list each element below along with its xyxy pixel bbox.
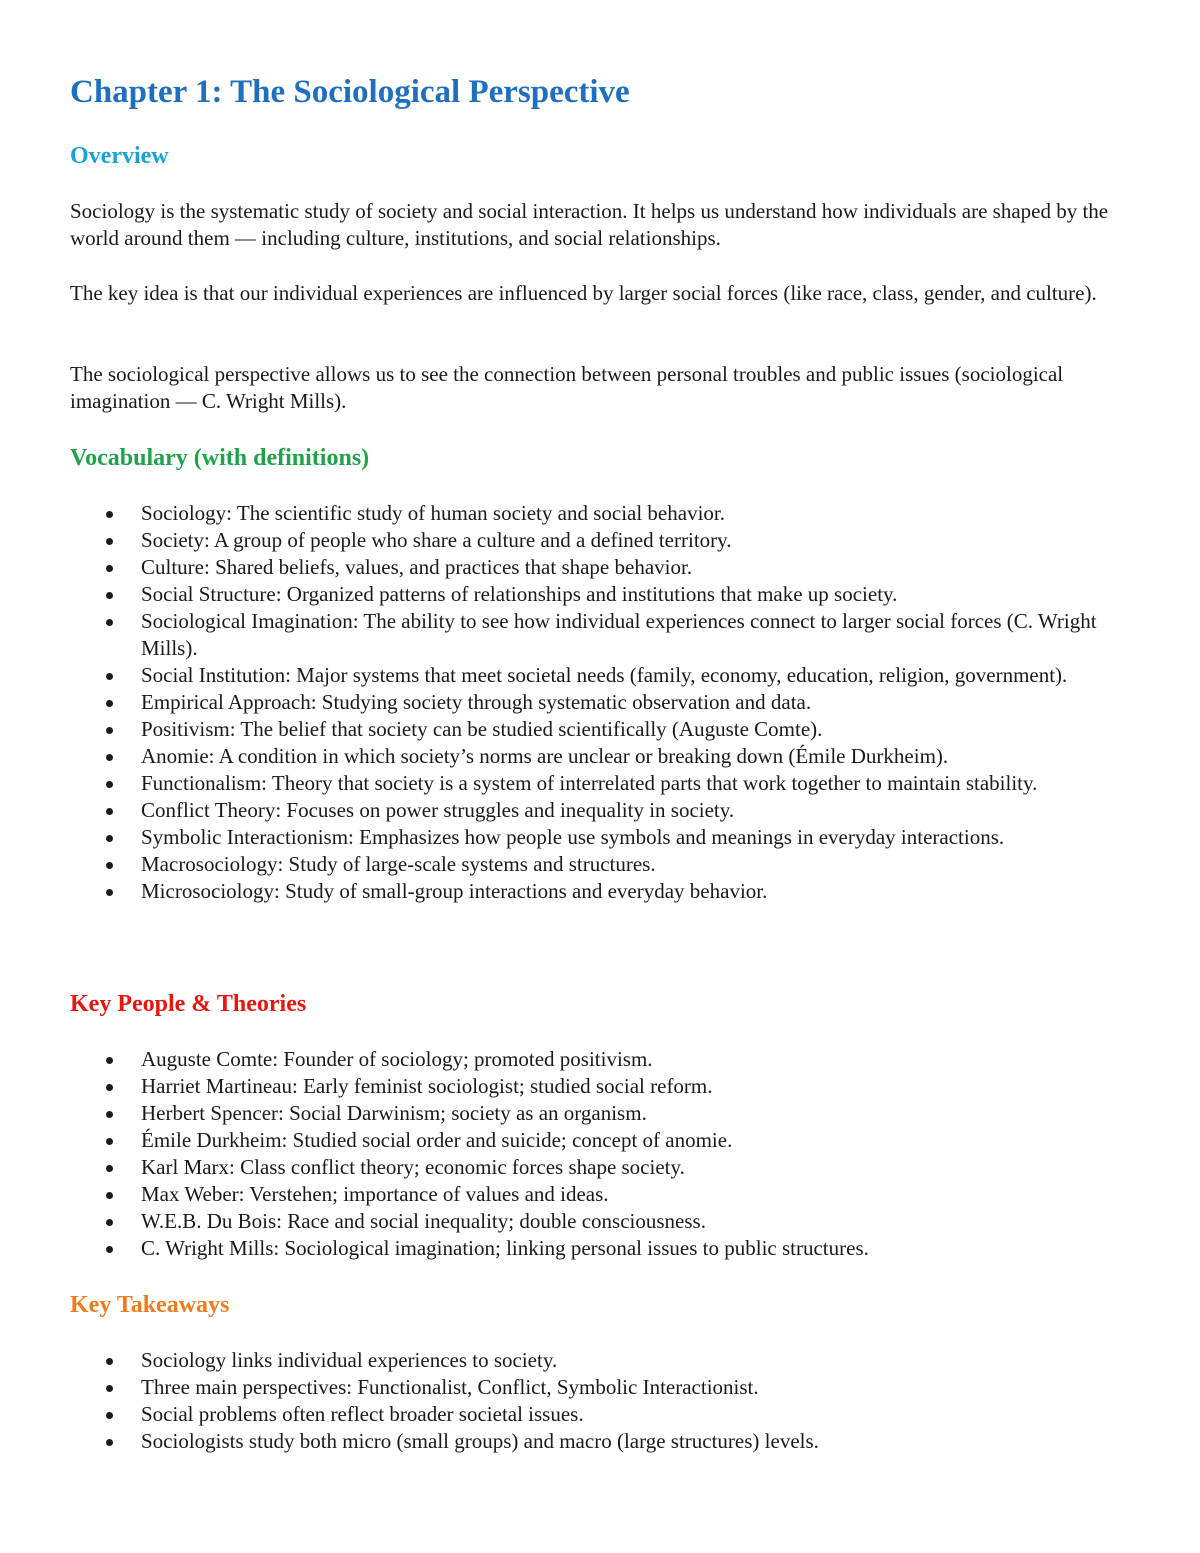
bullet-icon — [106, 862, 113, 869]
bullet-icon — [106, 781, 113, 788]
list-item — [70, 1181, 1130, 1208]
vocabulary-list — [70, 500, 1130, 905]
list-item — [70, 662, 1130, 689]
takeaway-item: Social problems often reflect broader societal issues. — [141, 1402, 584, 1426]
list-item — [70, 554, 1130, 581]
takeaways-list — [70, 1347, 1130, 1455]
vocabulary-item: Sociology: The scientific study of human society and social behavior. — [141, 501, 725, 525]
bullet-icon — [106, 511, 113, 518]
list-item — [70, 716, 1130, 743]
overview-paragraph-2: The key idea is that our individual experiences are influenced by larger social forces (like race, class, gender, and culture). — [70, 281, 1097, 305]
vocabulary-item: Symbolic Interactionism: Emphasizes how people use symbols and meanings in everyday interactions. — [141, 825, 1005, 849]
takeaways-heading: Key Takeaways — [70, 1292, 230, 1318]
bullet-icon — [106, 808, 113, 815]
list-item — [70, 527, 1130, 554]
takeaway-item: Sociology links individual experiences to society. — [141, 1348, 558, 1372]
vocabulary-item: Positivism: The belief that society can be studied scientifically (Auguste Comte). — [141, 717, 823, 741]
list-item — [70, 770, 1130, 797]
bullet-icon — [106, 1219, 113, 1226]
vocabulary-heading: Vocabulary (with definitions) — [70, 445, 370, 471]
people-heading: Key People & Theories — [70, 991, 307, 1017]
vocabulary-item: Society: A group of people who share a culture and a defined territory. — [141, 528, 732, 552]
vocabulary-item: Sociological Imagination: The ability to see how individual experiences connect to larger social forces (C. Wright Mills). — [141, 609, 1097, 660]
vocabulary-item: Macrosociology: Study of large-scale systems and structures. — [141, 852, 656, 876]
bullet-icon — [106, 592, 113, 599]
people-item: W.E.B. Du Bois: Race and social inequality; double consciousness. — [141, 1209, 706, 1233]
people-item: Herbert Spencer: Social Darwinism; society as an organism. — [141, 1101, 647, 1125]
list-item — [70, 1073, 1130, 1100]
bullet-icon — [106, 727, 113, 734]
bullet-icon — [106, 889, 113, 896]
list-item — [70, 1154, 1130, 1181]
people-item: C. Wright Mills: Sociological imagination; linking personal issues to public structures. — [141, 1236, 869, 1260]
vocabulary-item: Empirical Approach: Studying society through systematic observation and data. — [141, 690, 812, 714]
bullet-icon — [106, 1165, 113, 1172]
bullet-icon — [106, 1246, 113, 1253]
bullet-icon — [106, 1084, 113, 1091]
list-item — [70, 851, 1130, 878]
list-item — [70, 608, 1130, 662]
vocabulary-item: Culture: Shared beliefs, values, and practices that shape behavior. — [141, 555, 693, 579]
list-item — [70, 743, 1130, 770]
bullet-icon — [106, 754, 113, 761]
bullet-icon — [106, 1138, 113, 1145]
people-list — [70, 1046, 1130, 1262]
bullet-icon — [106, 1111, 113, 1118]
bullet-icon — [106, 565, 113, 572]
list-item — [70, 1208, 1130, 1235]
bullet-icon — [106, 619, 113, 626]
list-item — [70, 689, 1130, 716]
list-item — [70, 1235, 1130, 1262]
people-item: Émile Durkheim: Studied social order and suicide; concept of anomie. — [141, 1128, 733, 1152]
bullet-icon — [106, 1385, 113, 1392]
overview-paragraph-1: Sociology is the systematic study of society and social interaction. It helps us understand how individuals are shaped by the world around them — including culture, institutions, and social relationships. — [70, 199, 1109, 250]
vocabulary-item: Social Institution: Major systems that meet societal needs (family, economy, education, religion, government). — [141, 663, 1068, 687]
list-item — [70, 1046, 1130, 1073]
vocabulary-item: Social Structure: Organized patterns of relationships and institutions that make up society. — [141, 582, 898, 606]
bullet-icon — [106, 1358, 113, 1365]
vocabulary-item: Anomie: A condition in which society’s norms are unclear or breaking down (Émile Durkheim). — [141, 744, 949, 768]
bullet-icon — [106, 538, 113, 545]
list-item — [70, 1347, 1130, 1374]
overview-paragraph-3: The sociological perspective allows us to see the connection between personal troubles and public issues (sociological imagination — C. Wright Mills). — [70, 362, 1064, 413]
list-item — [70, 878, 1130, 905]
list-item — [70, 1100, 1130, 1127]
people-item: Harriet Martineau: Early feminist sociologist; studied social reform. — [141, 1074, 713, 1098]
list-item — [70, 1127, 1130, 1154]
list-item — [70, 1374, 1130, 1401]
list-item — [70, 1428, 1130, 1455]
people-item: Auguste Comte: Founder of sociology; promoted positivism. — [141, 1047, 653, 1071]
people-item: Max Weber: Verstehen; importance of values and ideas. — [141, 1182, 609, 1206]
bullet-icon — [106, 700, 113, 707]
list-item — [70, 824, 1130, 851]
takeaway-item: Three main perspectives: Functionalist, Conflict, Symbolic Interactionist. — [141, 1375, 759, 1399]
list-item — [70, 1401, 1130, 1428]
list-item — [70, 581, 1130, 608]
page-title: Chapter 1: The Sociological Perspective — [70, 74, 630, 110]
bullet-icon — [106, 1057, 113, 1064]
overview-heading: Overview — [70, 143, 169, 169]
bullet-icon — [106, 835, 113, 842]
bullet-icon — [106, 673, 113, 680]
vocabulary-item: Functionalism: Theory that society is a system of interrelated parts that work together to maintain stability. — [141, 771, 1038, 795]
list-item — [70, 500, 1130, 527]
vocabulary-item: Microsociology: Study of small-group interactions and everyday behavior. — [141, 879, 768, 903]
bullet-icon — [106, 1192, 113, 1199]
bullet-icon — [106, 1439, 113, 1446]
list-item — [70, 797, 1130, 824]
takeaway-item: Sociologists study both micro (small groups) and macro (large structures) levels. — [141, 1429, 819, 1453]
bullet-icon — [106, 1412, 113, 1419]
vocabulary-item: Conflict Theory: Focuses on power struggles and inequality in society. — [141, 798, 735, 822]
people-item: Karl Marx: Class conflict theory; economic forces shape society. — [141, 1155, 685, 1179]
